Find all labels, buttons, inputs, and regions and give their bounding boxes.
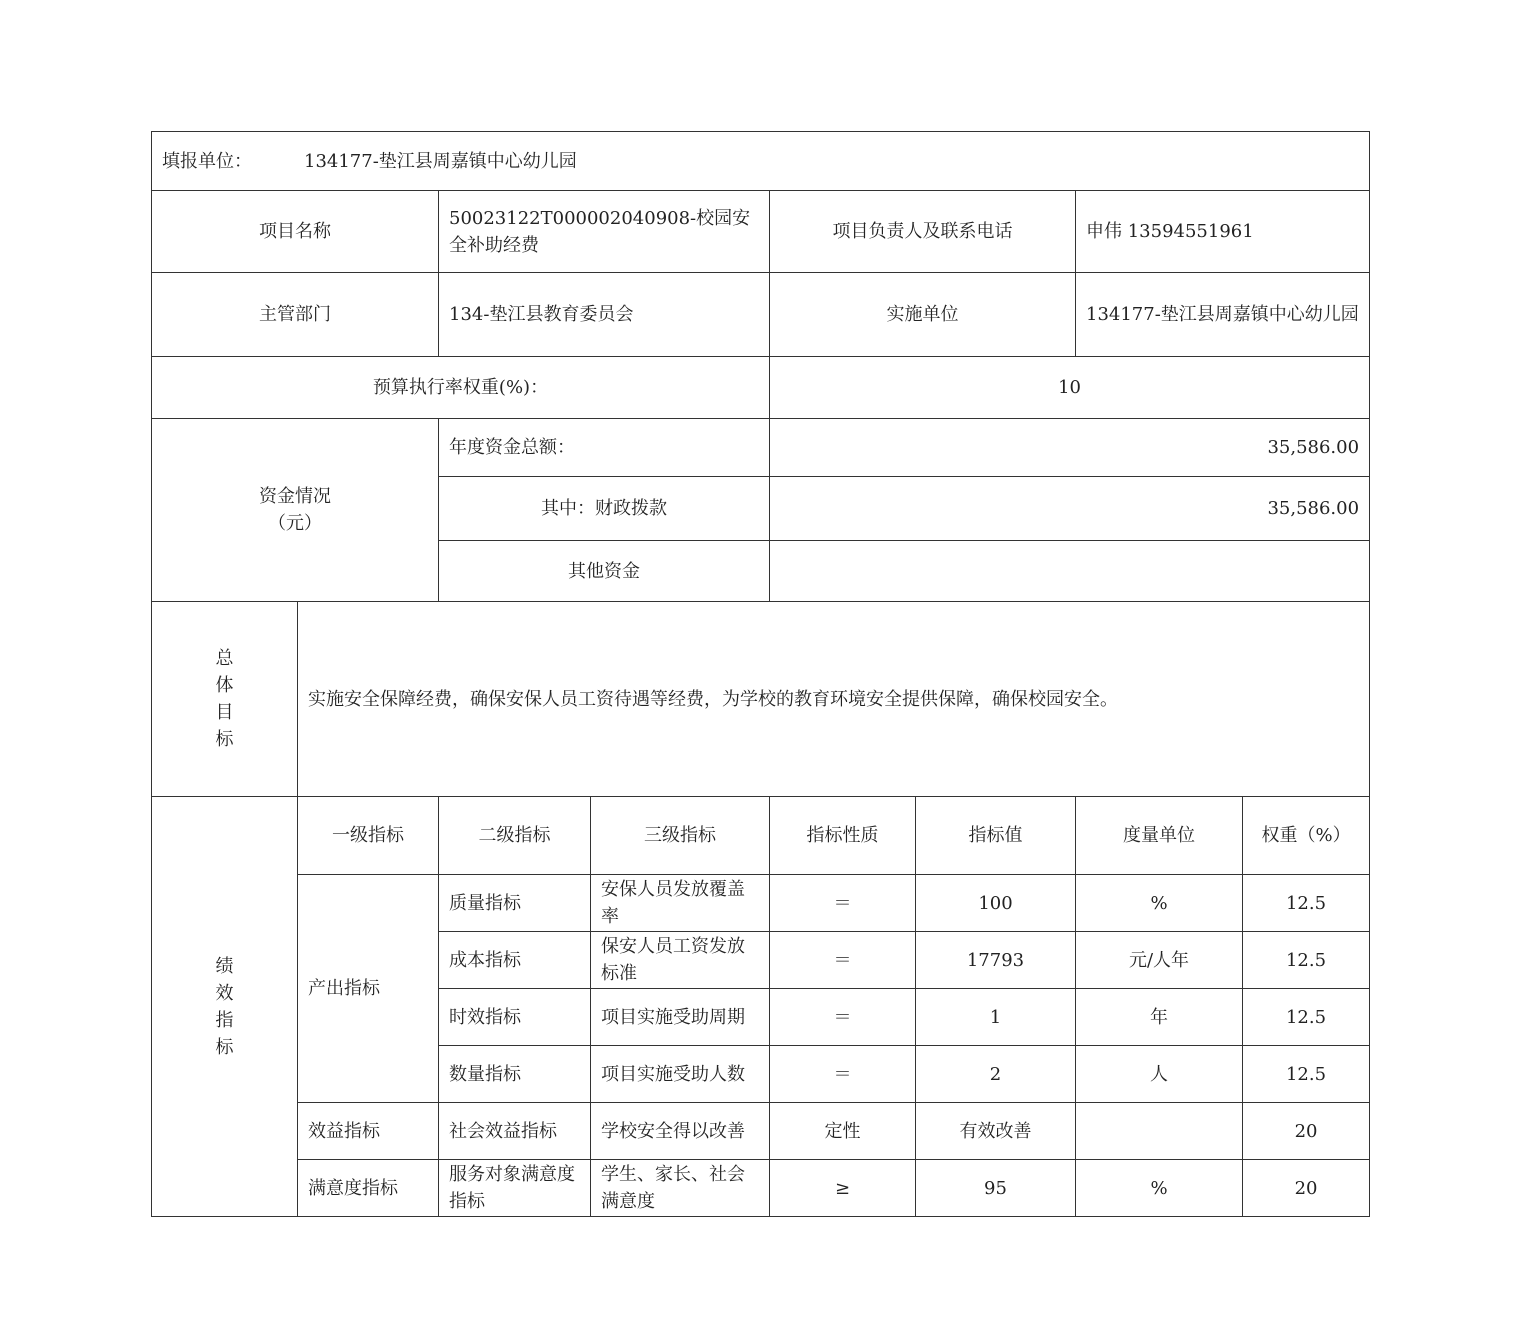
funds-total-label: 年度资金总额： [439, 419, 770, 477]
nature-cell: ＝ [770, 932, 916, 989]
header-row [152, 132, 1370, 191]
unit-cell: 人 [1076, 1046, 1243, 1103]
level2-cell: 成本指标 [439, 932, 591, 989]
filing-unit-value: 134177-垫江县周嘉镇中心幼儿园 [304, 150, 577, 172]
level2-cell: 社会效益指标 [439, 1103, 591, 1160]
goal-row [152, 602, 1370, 797]
col-header-level2: 二级指标 [439, 797, 591, 875]
value-cell: 100 [916, 875, 1076, 932]
budget-weight-label: 预算执行率权重(%)： [152, 357, 770, 419]
level1-cell: 效益指标 [298, 1103, 439, 1160]
level2-cell: 数量指标 [439, 1046, 591, 1103]
department-label: 主管部门 [152, 273, 439, 357]
indicators-label-char: 标 [215, 1036, 234, 1058]
level1-cell: 满意度指标 [298, 1160, 439, 1217]
funds-fiscal-label: 其中：财政拨款 [439, 477, 770, 541]
value-cell: 17793 [916, 932, 1076, 989]
weight-cell: 12.5 [1243, 1046, 1370, 1103]
level3-cell: 项目实施受助周期 [591, 989, 770, 1046]
goal-label-char: 总 [215, 648, 234, 669]
department-value: 134-垫江县教育委员会 [439, 273, 770, 357]
indicators-header-row [152, 797, 1370, 875]
value-cell: 有效改善 [916, 1103, 1076, 1160]
table-row [152, 1103, 1370, 1160]
indicators-label-char: 效 [215, 982, 234, 1004]
level3-cell: 项目实施受助人数 [591, 1046, 770, 1103]
implementing-unit-label: 实施单位 [770, 273, 1076, 357]
contact-label: 项目负责人及联系电话 [770, 191, 1076, 273]
unit-cell: % [1076, 875, 1243, 932]
nature-cell: 定性 [770, 1103, 916, 1160]
budget-weight-row [152, 357, 1370, 419]
table-row [152, 875, 1370, 932]
funds-label-line1: 资金情况 [259, 486, 331, 507]
nature-cell: ＝ [770, 875, 916, 932]
unit-cell [1076, 1103, 1243, 1160]
goal-label-char: 标 [215, 729, 234, 750]
level3-cell: 安保人员发放覆盖率 [591, 875, 770, 932]
level2-cell: 服务对象满意度指标 [439, 1160, 591, 1217]
output-indicator-label: 产出指标 [298, 875, 439, 1103]
budget-weight-value: 10 [770, 357, 1370, 419]
level3-cell: 学生、家长、社会满意度 [591, 1160, 770, 1217]
implementing-unit-value: 134177-垫江县周嘉镇中心幼儿园 [1076, 273, 1370, 357]
indicators-label-char: 指 [215, 1009, 234, 1031]
funds-label [152, 419, 439, 602]
contact-value: 申伟 13594551961 [1076, 191, 1370, 273]
col-header-level3: 三级指标 [591, 797, 770, 875]
goal-label-char: 体 [215, 675, 234, 696]
goal-label-char: 目 [215, 702, 234, 723]
level3-cell: 保安人员工资发放标准 [591, 932, 770, 989]
funds-total-value: 35,586.00 [770, 419, 1370, 477]
indicators-label [152, 797, 298, 1217]
level3-cell: 学校安全得以改善 [591, 1103, 770, 1160]
department-row [152, 273, 1370, 357]
value-cell: 1 [916, 989, 1076, 1046]
funds-label-line2: （元） [268, 513, 322, 534]
col-header-unit: 度量单位 [1076, 797, 1243, 875]
funds-other-label: 其他资金 [439, 541, 770, 602]
level2-cell: 时效指标 [439, 989, 591, 1046]
unit-cell: % [1076, 1160, 1243, 1217]
weight-cell: 12.5 [1243, 932, 1370, 989]
project-name-row [152, 191, 1370, 273]
weight-cell: 12.5 [1243, 875, 1370, 932]
level2-cell: 质量指标 [439, 875, 591, 932]
col-header-nature: 指标性质 [770, 797, 916, 875]
goal-text: 实施安全保障经费，确保安保人员工资待遇等经费，为学校的教育环境安全提供保障，确保校园安全。 [298, 602, 1370, 797]
goal-label [152, 602, 298, 797]
weight-cell: 20 [1243, 1160, 1370, 1217]
nature-cell: ≥ [770, 1160, 916, 1217]
col-header-weight: 权重（%） [1243, 797, 1370, 875]
filing-unit-cell [152, 132, 1370, 191]
col-header-level1: 一级指标 [298, 797, 439, 875]
project-name-label: 项目名称 [152, 191, 439, 273]
funds-total-row [152, 419, 1370, 477]
table-row [152, 1160, 1370, 1217]
unit-cell: 元/人年 [1076, 932, 1243, 989]
nature-cell: ＝ [770, 989, 916, 1046]
value-cell: 2 [916, 1046, 1076, 1103]
nature-cell: ＝ [770, 1046, 916, 1103]
indicators-label-char: 绩 [215, 955, 234, 977]
performance-target-table [151, 131, 1370, 1217]
weight-cell: 12.5 [1243, 989, 1370, 1046]
weight-cell: 20 [1243, 1103, 1370, 1160]
project-name-value: 50023122T000002040908-校园安全补助经费 [439, 191, 770, 273]
value-cell: 95 [916, 1160, 1076, 1217]
funds-other-value [770, 541, 1370, 602]
filing-unit-label: 填报单位： [162, 150, 252, 172]
unit-cell: 年 [1076, 989, 1243, 1046]
col-header-value: 指标值 [916, 797, 1076, 875]
funds-fiscal-value: 35,586.00 [770, 477, 1370, 541]
